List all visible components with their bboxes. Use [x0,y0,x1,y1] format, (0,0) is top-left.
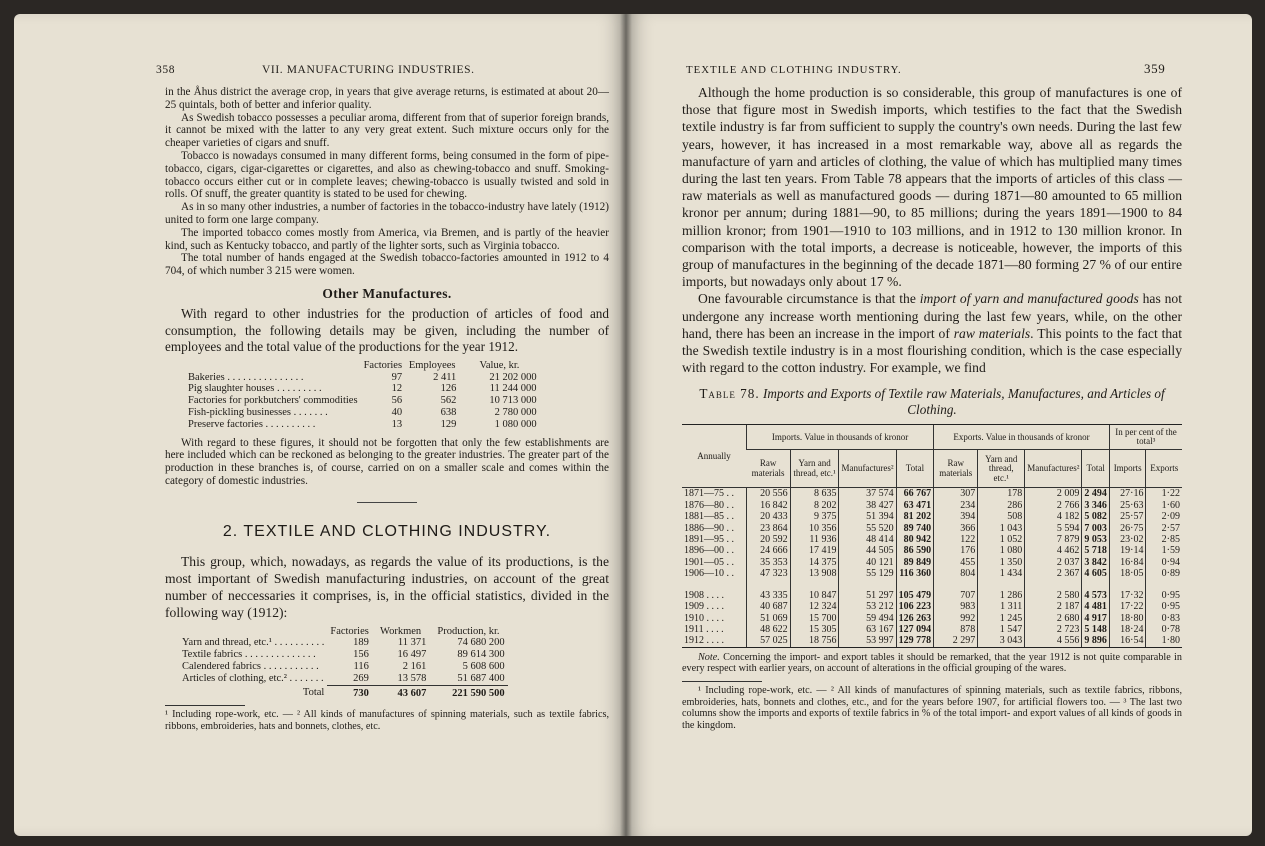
cell: 0·78 [1146,624,1182,635]
row-label: 1910 . . . . [684,612,724,624]
row-label: 1881—85 . . [684,511,734,523]
cell: 992 [934,613,978,624]
table-row [185,372,540,384]
column-header: Value, kr. [479,359,520,371]
table-caption [682,386,1182,418]
cell: 51 394 [839,511,896,522]
cell: 17·22 [1109,601,1146,612]
cell: 5 148 [1082,624,1110,635]
cell: 38 427 [839,500,896,511]
cell: 1 434 [978,568,1025,579]
cell: 5 718 [1082,545,1110,556]
cell: 2 766 [1025,500,1082,511]
cell: 2 723 [1025,624,1082,635]
cell: 11 244 000 [489,383,537,395]
table-row [682,511,1182,522]
cell: 1 043 [978,523,1025,534]
total-label: Total [302,687,325,699]
cell: 16 842 [747,500,791,511]
cell: 17·32 [1109,590,1146,601]
cell: 0·94 [1146,557,1182,568]
food-table [185,360,540,431]
cell: 2 187 [1025,601,1082,612]
text-run: . This points to the fact that the Swedish textile industry is in a most flourishing condition, which is the case especially with regard to the cotton industry. For example, we find [682,325,1182,376]
table-row [682,523,1182,534]
cell: 43 607 [397,687,427,699]
cell: 53 212 [839,601,896,612]
table-row [682,613,1182,624]
cell: 106 223 [896,601,934,612]
column-header: Exports [1146,450,1182,488]
cell: 66 767 [896,488,934,500]
cell: 17 419 [790,545,839,556]
cell: 122 [934,534,978,545]
cell: 2·57 [1146,523,1182,534]
row-label: Preserve factories . . . . . . . . . . [188,418,316,430]
cell: 20 592 [747,534,791,545]
column-group-header: In per cent of the total³ [1109,425,1182,450]
cell: 129 778 [896,635,934,646]
paragraph: With regard to other industries for the production of articles of food and consumption, the following details may be given, including the number of employees and the total value of the productions for the year 1912. [165,305,609,355]
paragraph: in the Åhus district the average crop, in years that give average returns, is estimated at about 20—25 quintals, both of better and inferior quality. [165,86,609,111]
cell: 4 182 [1025,511,1082,522]
cell: 16 497 [397,649,427,661]
cell: 1 350 [978,557,1025,568]
cell: 48 622 [747,624,791,635]
cell: 86 590 [896,545,934,556]
column-group-header: Exports. Value in thousands of kronor [934,425,1110,450]
cell: 1 052 [978,534,1025,545]
note-text: Concerning the import- and export tables it should be remarked, that the year 1912 is not quite comparable in every respect with earlier years, on account of alterations in the official grouping of the wares. [682,651,1182,675]
cell: 2 780 000 [494,406,537,418]
cell: 37 574 [839,488,896,500]
table-row [185,383,540,395]
cell: 0·83 [1146,613,1182,624]
cell: 63 471 [896,500,934,511]
cell: 40 [391,406,403,418]
cell: 1 080 [978,545,1025,556]
cell: 59 494 [839,613,896,624]
column-group-header: Imports. Value in thousands of kronor [747,425,934,450]
table-title: Imports and Exports of Textile raw Materials, Manufactures, and Articles of Clothing. [762,386,1165,418]
row-label: Textile fabrics . . . . . . . . . . . . . . [182,649,316,661]
open-book [14,14,1252,836]
cell: 3 346 [1082,500,1110,511]
cell: 4 917 [1082,613,1110,624]
row-label: 1906—10 . . [684,568,734,580]
paragraph: With regard to these figures, it should not be forgotten that only the few establishments are here included which can be reckoned as belonging to the greater industries. The greater part of the production in these branches is, of course, carried on on a smaller scale and comes within the category of domestic industries. [165,436,609,487]
cell: 9 375 [790,511,839,522]
cell: 5 082 [1082,511,1110,522]
table-row [682,488,1182,500]
table-row [185,419,540,431]
cell: 48 414 [839,534,896,545]
cell: 89 849 [896,557,934,568]
table-body [682,488,1182,647]
cell: 13 578 [372,673,430,685]
cell: 23 864 [747,523,791,534]
cell: 126 [440,383,457,395]
cell: 51 687 400 [429,673,507,685]
cell: 18·24 [1109,624,1146,635]
cell: 81 202 [896,511,934,522]
row-label: 1908 . . . . [684,589,724,601]
row-label: 1901—05 . . [684,556,734,568]
cell: 178 [978,488,1025,500]
cell: 16·54 [1109,635,1146,646]
paragraph: Although the home production is so considerable, this group of manufactures is one of those that figure most in Swedish imports, which testifies to the fact that the Swedish textile industry is far from sufficient to supply the country's own needs. During the last few years, however, it has increased in a most remarkable way, above all as regards the manufacture of yarn and articles of clothing, the value of which has multiplied many times during the last ten years. From Table 78 appears that the imports of articles of this class — raw materials as well as manufactured goods — during 1871—80 amounted to 65 million kronor per annum; during 1881—90, to 85 millions; during the years 1891—1900 to 84 million kronor; from 1901—1910 to 103 millions, and in 1912 to 130 million kronor. In comparison with the total imports, a decrease is noticeable, however, the imports of this group of manufactures in the beginning of the decade 1871—80 forming 27 % of our entire imports, but nowadays only about 17 %. [682,85,1182,290]
cell: 269 [327,673,372,685]
section-heading: 2. TEXTILE AND CLOTHING INDUSTRY. [222,522,552,540]
divider [357,502,417,503]
cell: 2·09 [1146,511,1182,522]
cell: 1 286 [978,590,1025,601]
table-row [682,601,1182,612]
column-header: Yarn and thread, etc.¹ [790,450,839,488]
cell: 2 037 [1025,557,1082,568]
footnote-rule [682,681,762,682]
cell: 9 896 [1082,635,1110,646]
cell: 55 129 [839,568,896,579]
right-page [626,14,1252,836]
book-gutter [620,14,632,836]
table-row [185,407,540,419]
cell: 18·05 [1109,568,1146,579]
cell: 366 [934,523,978,534]
footnote: ¹ Including rope-work, etc. — ² All kinds of manufactures of spinning materials, such as textile fabrics, ribbons, embroideries, hats, bonnets and clothes, etc., and for the years before 1907, for artificial flowers too. — ³ The last two columns show the imports and exports of textile fabrics in % of the total import- and export values of all kinds of goods in the kingdom. [682,684,1182,731]
cell: 4 556 [1025,635,1082,646]
cell: 89 614 300 [457,649,505,661]
cell: 394 [934,511,978,522]
cell: 13 908 [790,568,839,579]
cell: 43 335 [747,590,791,601]
cell: 55 520 [839,523,896,534]
cell: 508 [978,511,1025,522]
cell: 878 [934,624,978,635]
row-label: Articles of clothing, etc.² . . . . . . . [182,672,324,684]
cell: 2·85 [1146,534,1182,545]
column-header: Manufactures² [1025,450,1082,488]
page-number: 358 [156,64,176,76]
cell: 221 590 500 [452,687,505,699]
cell: 51 069 [747,613,791,624]
cell: 20 556 [747,488,791,500]
row-label: 1871—75 . . [684,488,734,500]
cell: 1 547 [978,624,1025,635]
cell: 16·84 [1109,557,1146,568]
column-header: Total [896,450,934,488]
table-bottom-rule [682,647,1182,648]
cell: 4 605 [1082,568,1110,579]
table-row [179,661,508,673]
paragraph: The imported tobacco comes mostly from America, via Bremen, and is partly of the heavier kind, such as Kentucky tobacco, and partly of the lighter sorts, such as Virginia tobacco. [165,226,609,252]
cell: 189 [353,637,369,649]
cell: 707 [934,590,978,601]
table-total-row [179,685,508,699]
table-row [682,568,1182,579]
table-row [179,673,508,685]
column-header: Annually [682,425,747,488]
cell: 2 161 [402,660,427,672]
row-label: 1912 . . . . [684,635,724,647]
cell: 21 202 000 [489,371,537,383]
cell: 56 [391,395,403,407]
paragraph [682,290,1182,376]
cell: 2 411 [433,371,457,383]
row-label: Calendered fabrics . . . . . . . . . . . [182,660,319,672]
cell: 234 [934,500,978,511]
column-header: Total [1082,450,1110,488]
paragraph: As in so many other industries, a number of factories in the tobacco-industry have lately (1912) united to form one large company. [165,201,609,226]
cell: 80 942 [896,534,934,545]
table-note [682,652,1182,675]
cell: 47 323 [747,568,791,579]
cell: 7 879 [1025,534,1082,545]
table-row [682,590,1182,601]
cell: 51 297 [839,590,896,601]
column-header: Raw materials [934,450,978,488]
cell: 127 094 [896,624,934,635]
cell: 116 360 [896,568,934,579]
cell: 1·80 [1146,635,1182,646]
table-row [682,545,1182,556]
cell: 25·63 [1109,500,1146,511]
cell: 2 367 [1025,568,1082,579]
row-label: Yarn and thread, etc.¹ . . . . . . . . . . [182,637,325,649]
running-head: VII. MANUFACTURING INDUSTRIES. [262,64,475,76]
cell: 40 121 [839,557,896,568]
cell: 19·14 [1109,545,1146,556]
cell: 13 [391,418,403,430]
cell: 57 025 [747,635,791,646]
text-run: has not undergone any increase worth mentioning during the last few years, while, on the other hand, there has been an increase in the import of [682,291,1182,341]
paragraph: The total number of hands engaged at the Swedish tobacco-factories amounted in 1912 to 4 704, of which number 3 215 were women. [165,252,609,278]
section-heading: Other Manufactures. [322,285,452,301]
cell: 26·75 [1109,523,1146,534]
cell: 5 608 600 [462,660,505,672]
column-header: Employees [408,359,456,371]
row-label: Bakeries . . . . . . . . . . . . . . . [188,371,304,383]
paragraph: Tobacco is nowadays consumed in many different forms, being consumed in the form of pipe-tobacco, cigars, cigar-cigarettes or cigarettes, and also as chewing-tobacco and snuff. Smoking-tobacco occurs either cut or in complete leaves; chewing-tobacco is usually twisted and sold in rolls. Of snuff, the greater quantity is stated to be used for chewing. [165,149,609,201]
column-header: Yarn and thread, etc.¹ [978,450,1025,488]
running-head: TEXTILE AND CLOTHING INDUSTRY. [686,64,902,76]
table-label: Table 78. [699,386,760,402]
cell: 455 [934,557,978,568]
left-text-block [165,86,609,732]
cell: 638 [440,406,457,418]
cell: 4 462 [1025,545,1082,556]
cell: 44 505 [839,545,896,556]
table-row [682,624,1182,635]
row-label: Pig slaughter houses . . . . . . . . . [188,383,322,395]
column-header: Factories [330,625,369,637]
footnote-rule [165,705,245,706]
table-row [682,500,1182,511]
table-row [185,395,540,407]
cell: 3 842 [1082,557,1110,568]
right-text-block [682,84,1182,731]
emphasis: import of yarn and manufactured goods [919,291,1139,307]
row-label: 1911 . . . . [684,623,724,635]
cell: 0·89 [1146,568,1182,579]
cell: 10 713 000 [489,395,537,407]
row-label: 1891—95 . . [684,534,734,546]
row-label: 1886—90 . . [684,522,734,534]
cell: 2 009 [1025,488,1082,500]
cell: 730 [353,687,369,699]
column-header: Factories [363,359,403,371]
left-page [14,14,626,836]
column-header: Production, kr. [437,625,500,637]
cell: 804 [934,568,978,579]
cell: 286 [978,500,1025,511]
table-row [179,649,508,661]
cell: 89 740 [896,523,934,534]
cell: 1·22 [1146,488,1182,500]
cell: 18 756 [790,635,839,646]
paragraph: This group, which, nowadays, as regards the value of its productions, is the most important of Swedish manufacturing industries, on account of the great number of neccessaries it comprises, is, in the official statistics, divided in the following way (1912): [165,553,609,621]
paragraph: As Swedish tobacco possesses a peculiar aroma, different from that of superior foreign brands, it cannot be mixed with the latter to any very great extent. Such mixture occurs only for the cheaper varieties of cigars and snuff. [165,111,609,150]
cell: 97 [391,371,403,383]
cell: 14 375 [790,557,839,568]
cell: 1 080 000 [494,418,537,430]
column-header: Imports [1109,450,1146,488]
cell: 23·02 [1109,534,1146,545]
cell: 15 305 [790,624,839,635]
cell: 2 580 [1025,590,1082,601]
cell: 2 680 [1025,613,1082,624]
cell: 3 043 [978,635,1025,646]
cell: 1 245 [978,613,1025,624]
cell: 53 997 [839,635,896,646]
cell: 105 479 [896,590,934,601]
cell: 4 481 [1082,601,1110,612]
table-row [682,635,1182,646]
cell: 307 [934,488,978,500]
cell: 10 356 [790,523,839,534]
cell: 25·57 [1109,511,1146,522]
column-header: Manufactures² [839,450,896,488]
cell: 983 [934,601,978,612]
cell: 10 847 [790,590,839,601]
cell: 126 263 [896,613,934,624]
cell: 0·95 [1146,590,1182,601]
cell: 74 680 200 [457,637,505,649]
cell: 63 167 [839,624,896,635]
row-label: 1896—00 . . [684,545,734,557]
cell: 1·59 [1146,545,1182,556]
cell: 0·95 [1146,601,1182,612]
cell: 1·60 [1146,500,1182,511]
cell: 15 700 [790,613,839,624]
column-header: Raw materials [747,450,791,488]
cell: 18·80 [1109,613,1146,624]
cell: 176 [934,545,978,556]
imports-exports-table [682,425,1182,646]
cell: 1 311 [978,601,1025,612]
table-row [179,637,508,649]
cell: 9 053 [1082,534,1110,545]
cell: 12 324 [790,601,839,612]
table-row [682,557,1182,568]
cell: 7 003 [1082,523,1110,534]
cell: 2 297 [934,635,978,646]
footnote: ¹ Including rope-work, etc. — ² All kinds of manufactures of spinning materials, such as textile fabrics, ribbons, embroideries, hats and bonnets, clothes, etc. [165,709,609,732]
cell: 116 [353,660,369,672]
cell: 5 594 [1025,523,1082,534]
text-run: One favourable circumstance is that the [698,291,920,307]
cell: 129 [440,418,457,430]
cell: 24 666 [747,545,791,556]
cell: 20 433 [747,511,791,522]
note-label: Note. [698,651,720,663]
row-label: Fish-pickling businesses . . . . . . . [188,406,328,418]
table-row [682,534,1182,545]
cell: 11 371 [397,637,427,649]
textile-table [179,626,508,700]
cell: 2 494 [1082,488,1110,500]
cell: 35 353 [747,557,791,568]
row-label: 1909 . . . . [684,601,724,613]
row-spacer [682,580,1182,590]
cell: 8 635 [790,488,839,500]
row-label: Factories for porkbutchers' commodities [188,395,358,407]
cell: 8 202 [790,500,839,511]
row-label: 1876—80 . . [684,499,734,511]
cell: 562 [440,395,457,407]
page-number: 359 [1144,61,1166,76]
column-header: Workmen [380,625,422,637]
cell: 12 [391,383,403,395]
cell: 27·16 [1109,488,1146,500]
cell: 156 [353,649,369,661]
cell: 40 687 [747,601,791,612]
emphasis: raw materials [953,325,1031,341]
cell: 4 573 [1082,590,1110,601]
cell: 11 936 [790,534,839,545]
